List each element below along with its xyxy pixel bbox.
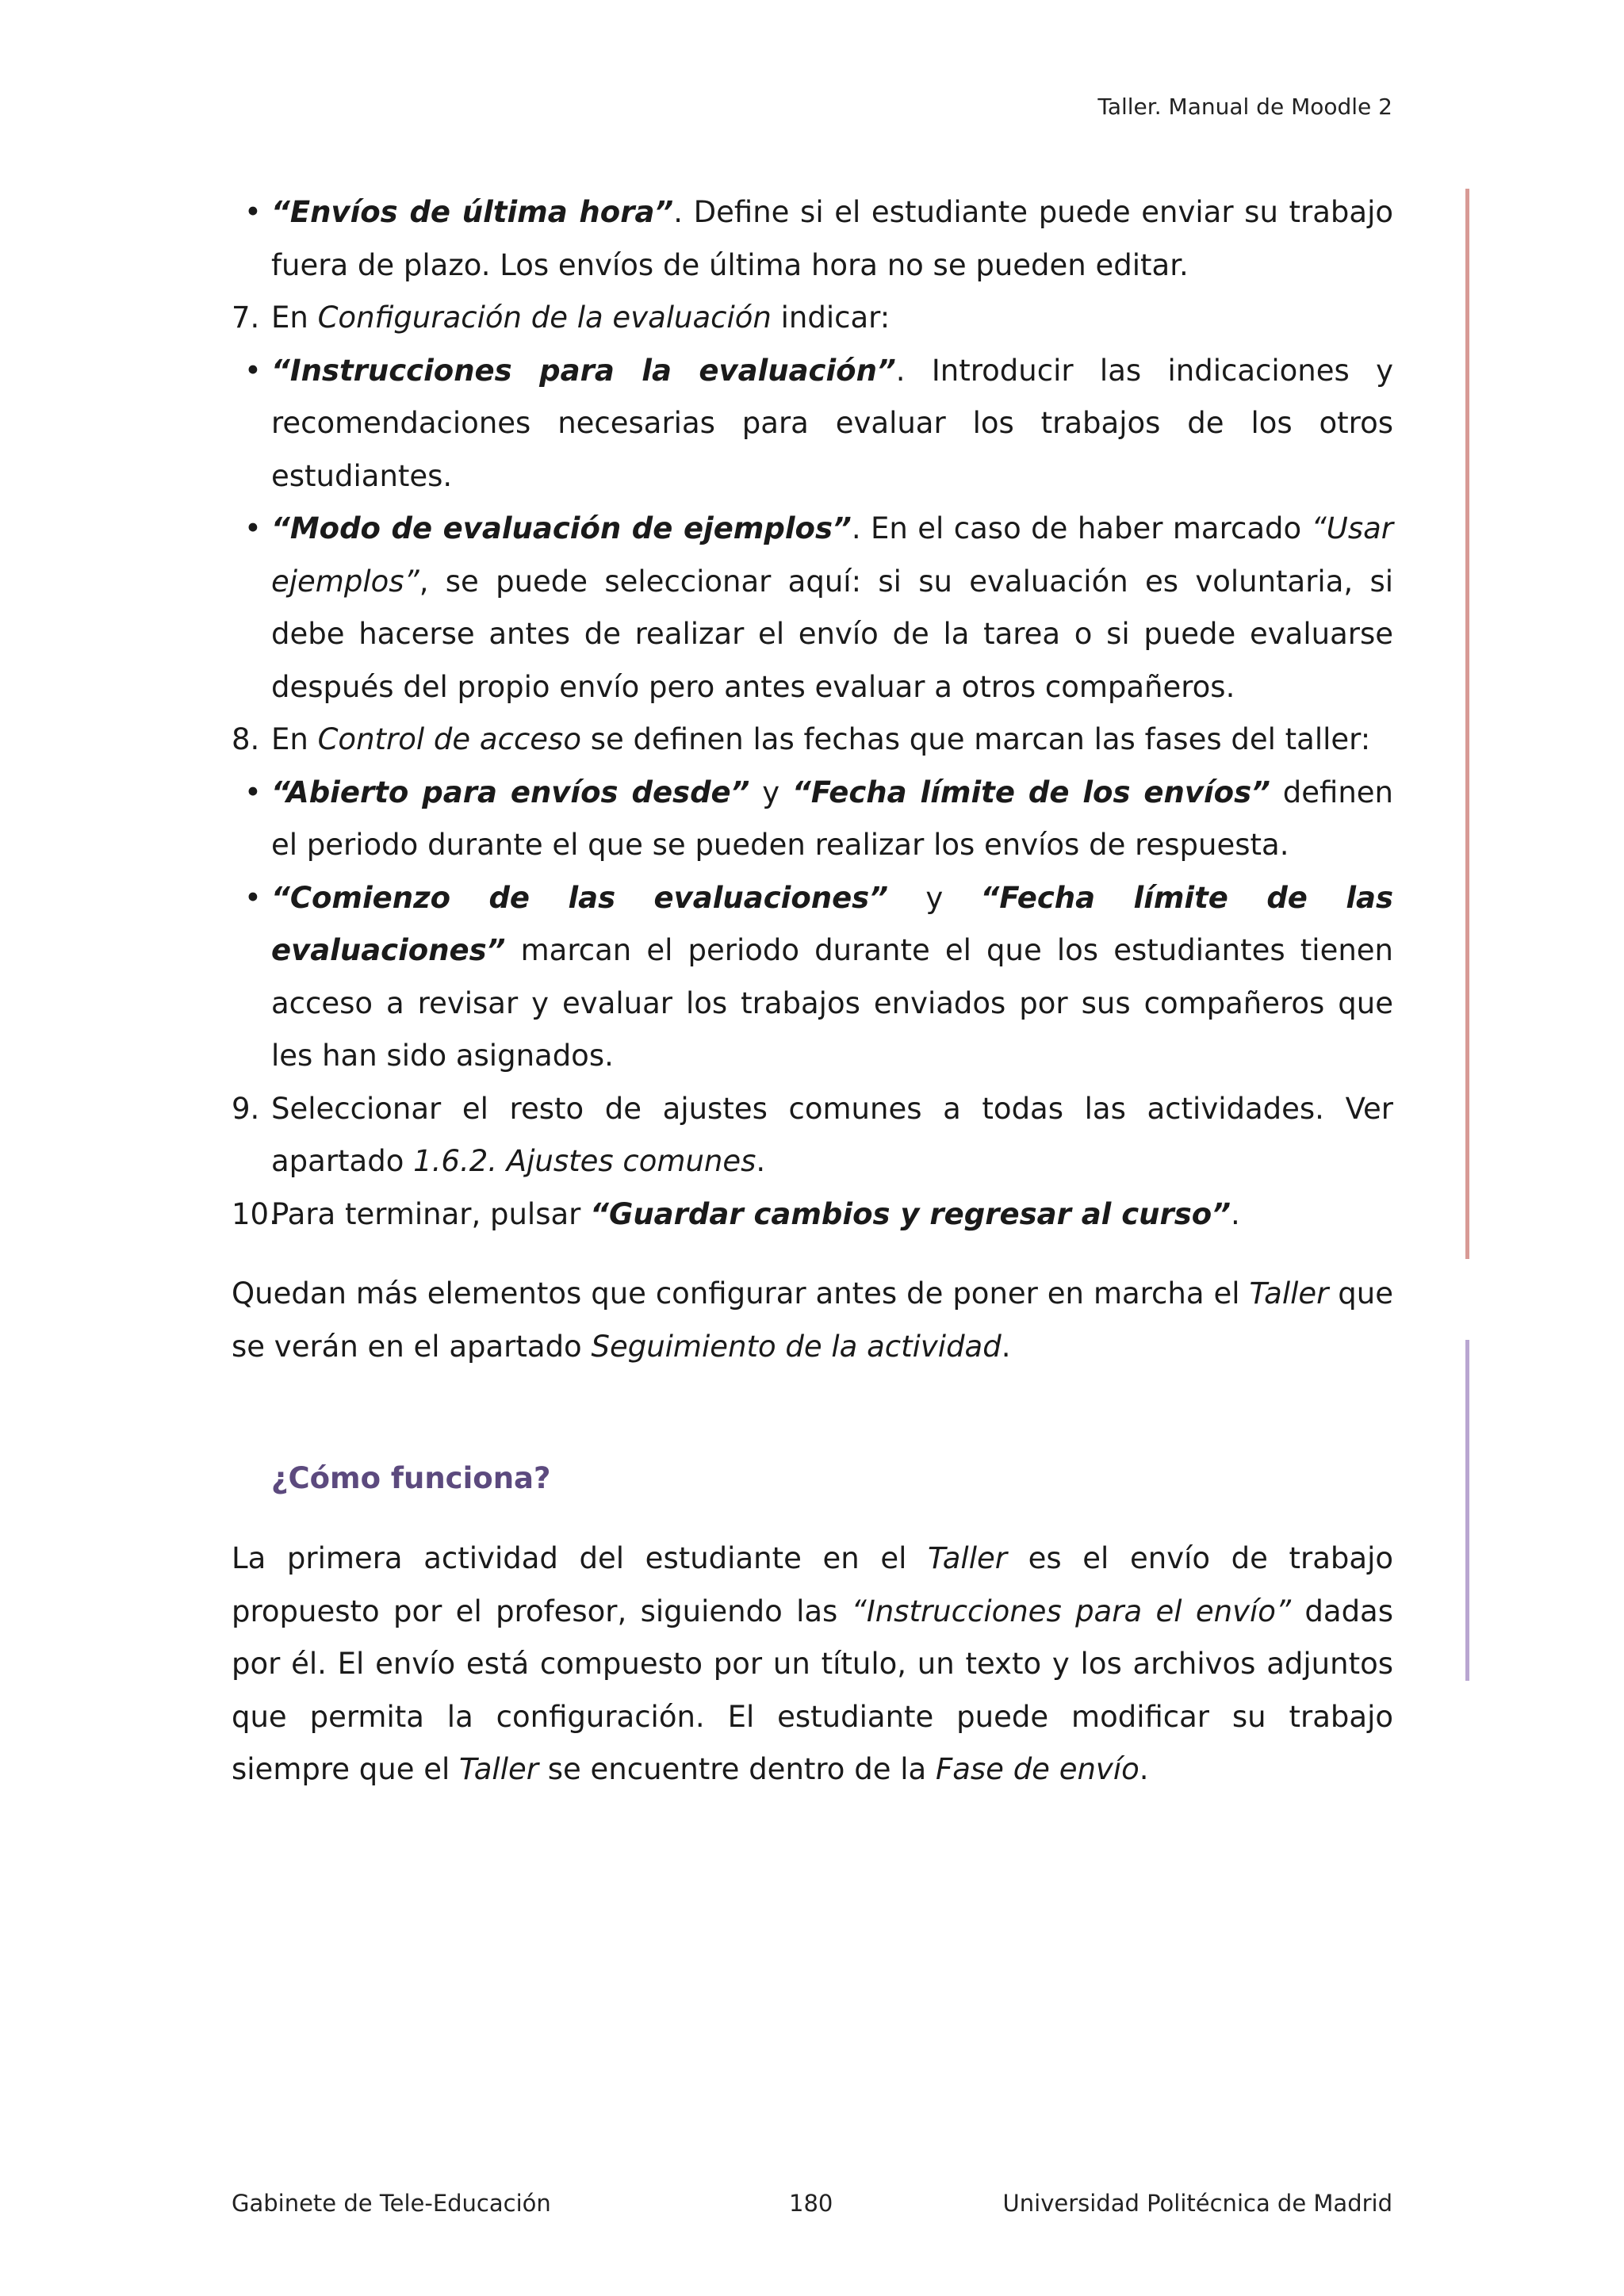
page-body bbox=[232, 186, 1393, 1797]
step-number: 10. bbox=[232, 1196, 278, 1231]
step-number: 7. bbox=[232, 300, 260, 335]
margin-rule-red bbox=[1465, 189, 1469, 1259]
page-number: 180 bbox=[789, 2190, 833, 2217]
bullet-modo-evaluacion-ejemplos: • “Modo de evaluación de ejemplos”. En el caso de haber marcado “Usar ejemplos”, se puede seleccionar aquí: si su evaluación es voluntaria, si debe hacerse antes de realizar el envío de la tarea o si puede evaluarse después del propio envío pero antes evaluar a otros compañeros. bbox=[232, 503, 1393, 714]
step-number: 9. bbox=[232, 1091, 260, 1126]
bullet-abierto-envios: • “Abierto para envíos desde” y “Fecha límite de los envíos” definen el periodo durante el que se pueden realizar los envíos de respuesta. bbox=[232, 767, 1393, 872]
bullet-comienzo-evaluaciones: • “Comienzo de las evaluaciones” y “Fecha límite de las evaluaciones” marcan el periodo durante el que los estudiantes tienen acceso a revisar y evaluar los trabajos enviados por sus compañeros que les han sido asignados. bbox=[232, 872, 1393, 1083]
step-8: 8. En Control de acceso se definen las fechas que marcan las fases del taller: bbox=[232, 714, 1393, 767]
footer-left: Gabinete de Tele-Educación bbox=[232, 2190, 551, 2217]
bullet-marker: • bbox=[244, 195, 262, 229]
step-9: 9. Seleccionar el resto de ajustes comunes a todas las actividades. Ver apartado 1.6.2. Ajustes comunes. bbox=[232, 1083, 1393, 1188]
step-7: 7. En Configuración de la evaluación indicar: bbox=[232, 292, 1393, 345]
bullet-envios-ultima-hora: • “Envíos de última hora”. Define si el estudiante puede enviar su trabajo fuera de plazo. Los envíos de última hora no se pueden editar. bbox=[232, 186, 1393, 292]
step-number: 8. bbox=[232, 722, 260, 756]
paragraph-quedan-elementos: Quedan más elementos que configurar antes de poner en marcha el Taller que se verán en el apartado Seguimiento de la actividad. bbox=[232, 1276, 1394, 1364]
margin-rule-purple bbox=[1465, 1340, 1469, 1681]
bullet-marker: • bbox=[244, 353, 262, 388]
bullet-marker: • bbox=[244, 880, 262, 915]
section-title: ¿Cómo funciona? bbox=[271, 1461, 551, 1495]
step-10: 10. Para terminar, pulsar “Guardar cambios y regresar al curso”. bbox=[232, 1188, 1393, 1242]
footer-right: Universidad Politécnica de Madrid bbox=[1002, 2190, 1392, 2217]
paragraph-como-funciona: La primera actividad del estudiante en el Taller es el envío de trabajo propuesto por el profesor, siguiendo las “Instrucciones para el envío” dadas por él. El envío está compuesto por un título, un texto y los archivos adjuntos que permita la configuración. El estudiante puede modificar su trabajo siempre que el Taller se encuentre dentro de la Fase de envío. bbox=[232, 1541, 1394, 1786]
bullet-instrucciones-evaluacion: • “Instrucciones para la evaluación”. Introducir las indicaciones y recomendaciones necesarias para evaluar los trabajos de los otros estudiantes. bbox=[232, 345, 1393, 503]
bullet-marker: • bbox=[244, 775, 262, 809]
bullet-marker: • bbox=[244, 511, 262, 545]
running-header: Taller. Manual de Moodle 2 bbox=[1097, 94, 1392, 120]
